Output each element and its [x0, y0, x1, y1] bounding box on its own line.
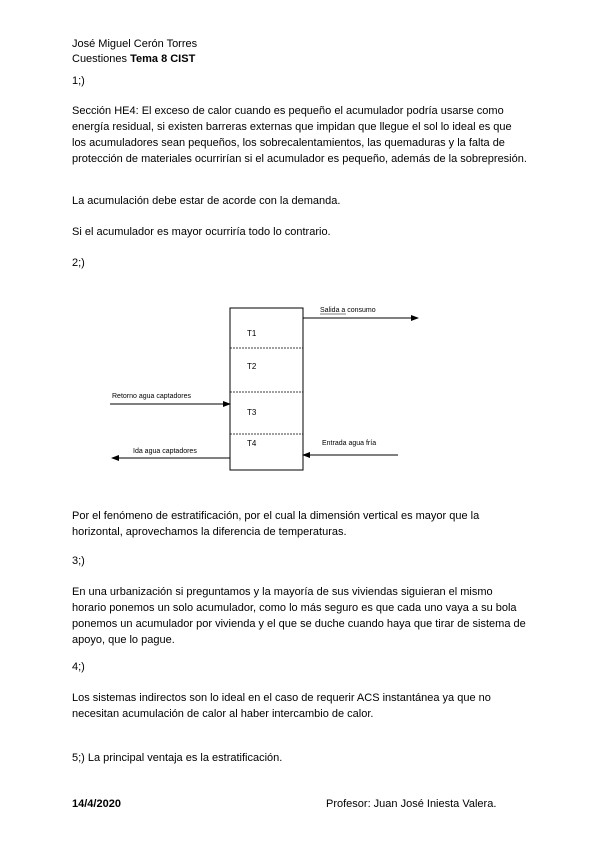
question-4-number: 4;): [72, 661, 85, 673]
question-1-larger-note: Si el acumulador es mayor ocurriría todo lo contrario.: [72, 226, 331, 238]
tank-label-t2: T2: [247, 362, 257, 371]
question-3-answer: En una urbanización si preguntamos y la mayoría de sus viviendas siguieran el mismo horario ponemos un solo acumulador, como lo más seguro es que cada uno vaya a su bola ponemos un acumulador por vivienda y el que se duche cuando haya que tirar de sistema de apoyo, que lo pague.: [72, 586, 526, 646]
question-1-number: 1;): [72, 75, 85, 87]
question-4-answer: Los sistemas indirectos son lo ideal en el caso de requerir ACS instantánea ya que no necesitan acumulación de calor al haber intercambio de calor.: [72, 692, 491, 720]
inlet-label: Entrada agua fría: [322, 440, 377, 447]
flow-out-label: Ida agua captadores: [133, 448, 197, 455]
return-label: Retorno agua captadores: [112, 393, 191, 400]
footer-teacher: Profesor: Juan José Iniesta Valera.: [326, 798, 497, 810]
tank-label-t3: T3: [247, 408, 257, 417]
tank-outline: [230, 308, 303, 470]
footer-date: 14/4/2020: [72, 798, 121, 810]
subtitle-topic: Tema 8 CIST: [130, 53, 196, 65]
question-2-answer: Por el fenómeno de estratificación, por el cual la dimensión vertical es mayor que la horizontal, aprovechamos la diferencia de temperaturas.: [72, 510, 480, 538]
tank-label-t1: T1: [247, 329, 257, 338]
outlet-label: Salida a consumo: [320, 307, 376, 314]
question-5-answer: 5;) La principal ventaja es la estratificación.: [72, 752, 283, 764]
question-1-demand-note: La acumulación debe estar de acorde con la demanda.: [72, 195, 341, 207]
question-1-answer: Sección HE4: El exceso de calor cuando es pequeño el acumulador podría usarse como energía residual, si existen barreras externas que impidan que llegue el sol lo ideal es que los acumuladores sean pequeños, los sobrecalentamientos, las quemaduras y la falta de protección de materiales ocurrirían si el acumulador es pequeño, además de la sobrepresión.: [72, 105, 527, 165]
subtitle-prefix: Cuestiones: [72, 53, 131, 65]
author-name: José Miguel Cerón Torres: [72, 38, 198, 50]
question-3-number: 3;): [72, 555, 85, 567]
question-2-number: 2;): [72, 257, 85, 269]
tank-label-t4: T4: [247, 439, 257, 448]
